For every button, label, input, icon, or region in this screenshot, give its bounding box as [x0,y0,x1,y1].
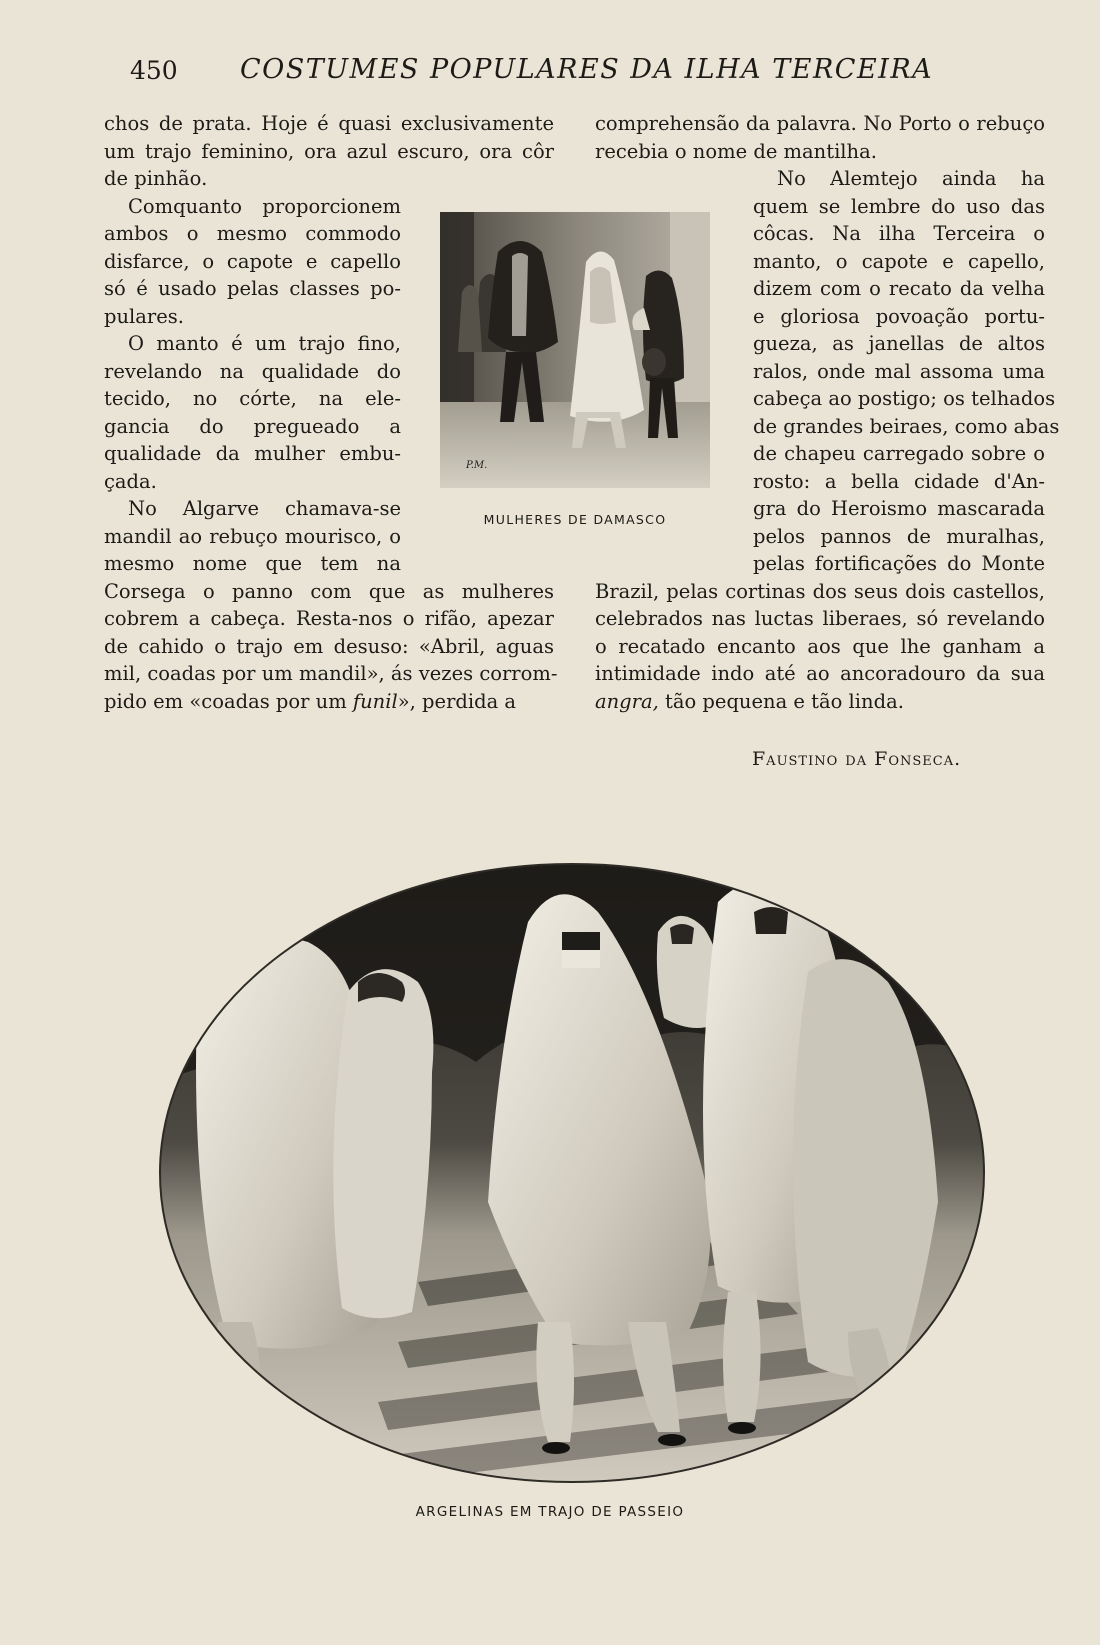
text-line: disfarce, o capote e capello [104,249,401,273]
text-line-last: pido em «coadas por um funil», perdida a [104,689,517,713]
italic-word: funil [352,689,398,713]
text-line: e gloriosa povoação portu- [753,304,1045,328]
text-line: intimidade indo até ao ancoradouro da sua [595,662,1045,685]
page-header [0,52,1100,92]
text-line: rosto: a bella cidade d'An- [753,469,1045,493]
text-line: Corsega o panno com que as mulheres [104,579,554,603]
text-line: de cahido o trajo em desuso: «Abril, aguas [104,634,554,658]
text-line: gra do Heroismo mascarada [753,497,1045,520]
text-line: recebia o nome de mantilha. [595,139,877,163]
text-line: cabeça ao postigo; os telhados [753,387,1056,410]
text-line: Comquanto proporcionem [128,194,401,218]
text-line: revelando na qualidade do [104,359,401,383]
text-line: só é usado pelas classes po- [104,277,401,300]
text-line: ambos o mesmo commodo [104,222,401,245]
text-line: No Algarve chamava-se [128,497,401,520]
text-line: Brazil, pelas cortinas dos seus dois castellos, [595,579,1045,603]
text-line: manto, o capote e capello, [753,249,1045,273]
artist-mark: P.M. [466,460,488,471]
text-line: O manto é um trajo fino, [128,332,401,355]
text-line: pelos pannos de muralhas, [753,524,1045,548]
text-line-last: angra, tão pequena e tão linda. [595,689,904,713]
text-line: pulares. [104,304,184,328]
text-line: chos de prata. Hoje é quasi exclusivamente [104,112,554,135]
illustration-damascus-women [440,212,710,488]
text-line: gueza, as janellas de altos [753,332,1045,355]
text-line: ralos, onde mal assoma uma [753,359,1045,383]
text-line: celebrados nas luctas liberaes, só revelando [595,607,1045,630]
text-line: de grandes beiraes, como abas [753,414,1060,438]
caption-large-figure: ARGELINAS EM TRAJO DE PASSEIO [415,1504,685,1520]
text-line: côcas. Na ilha Terceira o [753,222,1045,245]
text-line: No Alemtejo ainda ha [777,167,1045,190]
text-line: mesmo nome que tem na [104,552,401,575]
italic-word: angra, [595,689,659,713]
text-line: cobrem a cabeça. Resta-nos o rifão, apezar [104,607,554,630]
illustration-algerian-women [158,862,986,1484]
text-line: um trajo feminino, ora azul escuro, ora côr [104,139,554,163]
text-line: mandil ao rebuço mourisco, o [104,524,401,548]
text-line: qualidade da mulher embu- [104,442,401,465]
text-line: de pinhão. [104,167,208,190]
text-line: mil, coadas por um mandil», ás vezes corrom- [104,662,558,685]
caption-small-figure: MULHERES DE DAMASCO [483,512,667,527]
text-line: çada. [104,469,157,493]
text-line: tecido, no córte, na ele- [104,387,401,410]
text-line: dizem com o recato da velha [753,277,1045,300]
running-title: COSTUMES POPULARES DA ILHA TERCEIRA [240,54,934,85]
text-line: pelas fortificações do Monte [753,552,1045,575]
text-line: de chapeu carregado sobre o [753,442,1045,465]
page-number: 450 [130,56,178,85]
text-line: gancia do pregueado a [104,414,401,438]
text-line: comprehensão da palavra. No Porto o rebuço [595,112,1045,135]
author-signature: Faustino da Fonseca. [752,748,962,770]
text-line: o recatado encanto aos que lhe ganham a [595,634,1045,658]
text-line: quem se lembre do uso das [753,194,1045,218]
